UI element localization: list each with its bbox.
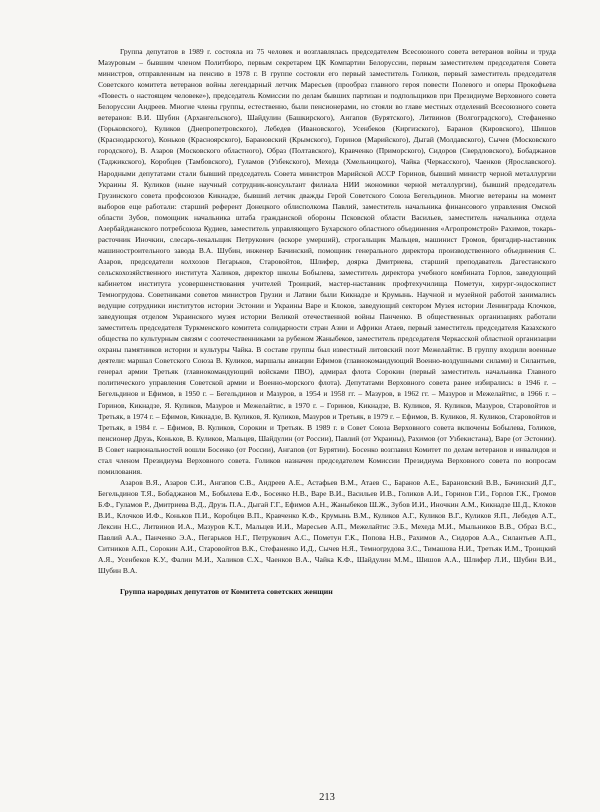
- paragraph-member-list: Азаров В.Я., Азаров С.И., Ангапов С.В., Андреев А.Е., Астафьев В.М., Атаев С., Баранов А.Е., Барановский В.В., Бачинский Д.Г., Бегельдинов Т.Я., Бобаджанов М., Бобылева Е.Ф., Босенко Н.В., Варе В.И., Васильев И.В., Голиков А.И., Горинов Г.И., Горлов Г.К., Громов Б.Ф., Гуламов Р., Дмитриева В.Д., Друзь П.А., Дыгай Г.Г., Ефимов А.Н., Жаныбеков Ш.Ж., Зубов И.И., Иночкин А.М., Кикнадзе Ш.Д., Клоков В.И., Клочков И.Ф., Коньков П.И., Коробцев В.П., Кравченко К.Ф., Крумынь В.М., Куликов А.Г., Куликов В.Г., Куликов Я.П., Лебедев А.Т., Лексин Н.С., Литвинов И.А., Мазуров К.Т., Мальцев И.И., Маресьев А.П., Межелайтис Э.Б., Мехеда М.И., Мыльников В.В., Образ В.С., Павлий А.А., Панченко Э.А., Пегарьков Н.Г., Петрукович А.С., Пометун Г.К., Попова Н.В., Рахимов А., Сидоров А.А., Силантьев А.П., Ситников А.П., Сорокин А.И., Старовойтов В.К., Стефаненко И.Д., Сычев Н.Я., Темногрудова З.С., Тимашова Н.И., Третьяк И.М., Троицкий А.Я., Усенбеков К.У., Фалин М.И., Халиков С.Х., Чаенков В.А., Чайка К.Ф., Шайдулин М.М., Шишов А.А., Шлифер Л.И., Шубин В.И., Шубин В.А.: [98, 477, 556, 576]
- body-text: [98, 46, 556, 597]
- section-heading: Группа народных депутатов от Комитета советских женщин: [120, 587, 333, 597]
- paragraph-veterans-group: Группа депутатов в 1989 г. состояла из 75 человек и возглавлялась председателем Всесоюзного совета ветеранов войны и труда Мазуровым – бывшим членом Политбюро, первым секретарем ЦК Компартии Белоруссии, первым заместителем председателя Совета министров, отправленным на пенсию в 1978 г. В группе состояли его первый заместитель Голиков, первый заместитель председателя Советского комитета ветеранов войны легендарный летчик Маресьев (прообраз главного героя повести Полевого и оперы Прокофьева «Повесть о настоящем человеке»), председатель Комиссии по делам бывших партизан и подпольщиков при Президиуме Верховного совета Белоруссии Андреев. Многие члены группы, естественно, были пенсионерами, но стояли во главе местных отделений Всесоюзного совета ветеранов: В.И. Шубин (Архангельского), Шайдулин (Башкирского), Ангапов (Бурятского), Литвинов (Волгоградского), Стефаненко (Горьковского), Куликов (Днепропетровского), Лебедев (Ивановского), Усенбеков (Киргизского), Баранов (Кировского), Шишов (Краснодарского), Коньков (Красноярского), Барановский (Крымского), Горинов (Марийского), Дыгай (Молдавского), Сычев (Московского городского), В. Азаров (Московского областного), Образ (Полтавского), Кравченко (Приморского), Сидоров (Свердловского), Бобаджанов (Таджикского), Коробцев (Тамбовского), Гуламов (Узбекского), Мехеда (Хмельницкого), Чайка (Черкасского), Чаенков (Ярославского). Народными депутатами стали бывший председатель Совета министров Марийской АССР Горинов, бывший министр черной металлургии Украины Я. Куликов (ныне научный сотрудник-консультант филиала НИИ экономики черной металлургии), бывший председатель Грузинского совета профсоюзов Кикнадзе, бывший летчик дважды Герой Советского Союза Бегельдинов. Многие ветераны на момент выборов еще работали: старший референт Донецкого облисполкома Павлий, заместитель начальника финансового управления Омской области Зубов, помощник начальника штаба гражданской обороны Псковской области Васильев, заместитель начальника отдела Азербайджанского потребсоюза Кудиев, заместитель управляющего Бухарского областного объединения «Агропромстрой» Рахимов, токарь-расточник Иночкин, слесарь-лекальщик Петрукович (вскоре умерший), строгальщик Мальцев, машинист Громов, бригадир-наставник машиностроительного завода В.А. Шубин, инженер Бачинский, помощник генерального директора производственного объединения С. Азаров, председатели колхозов Пегарьков, Старовойтов, Шлифер, доярка Дмитриева, старший преподаватель Дагестанского сельскохозяйственного института Халиков, директор школы Бобылева, заместитель директора учебного комбината Горлов, заведующий кабинетом института усовершенствования учителей Троицкий, мастер-наставник профтехучилища Пометун, хирург-эндоскопист Темногрудова. Советниками советов министров Грузии и Латвии были Кикнадзе и Крумынь. Научной и музейной работой занимались ведущие сотрудники институтов истории Эстонии и Украины Варе и Клоков, заведующий сектором Музея истории Ленинграда Клочков, заведующая отделом Украинского музея истории Великой отечественной войны Панченко. В общественных организациях работали заместитель председателя Туркменского комитета солидарности стран Азии и Африки Атаев, первый заместитель председателя Казахского общества по культурным связям с соотечественниками за рубежом Жаныбеков, заместитель председателя Черкасской областной организации охраны памятников истории и культуры Чайка. В составе группы был известный литовский поэт Межелайтис. В группу входили военные деятели: маршал Советского Союза В. Куликов, маршалы авиации Ефимов (главнокомандующий Военно-воздушными силами) и Силантьев, генерал армии Третьяк (главнокомандующий войсками ПВО), адмирал флота Сорокин (первый заместитель начальника Главного политического управления Советской армии и Военно-морского флота). Депутатами Верховного совета ранее избирались: в 1946 г. – Бегельдинов и Ефимов, в 1950 г. – Бегельдинов и Мазуров, в 1954 и 1958 гг. – Мазуров, в 1962 гг. – Мазуров и Межелайтис, в 1966 г. – Горинов, Кикнадзе, Я. Куликов, Мазуров и Межелайтис, в 1970 г. – Горинов, Кикнадзе, В. Куликов, Я. Куликов, Мазуров, Старовойтов и Третьяк, в 1974 г. – Ефимов, Кикнадзе, В. Куликов, Я. Куликов, Мазуров и Третьяк, в 1979 г. – Ефимов, В. Куликов, Я. Куликов, Старовойтов и Третьяк, в 1984 г. – Ефимов, В. Куликов, Сорокин и Третьяк. В 1989 г. в Совет Союза Верховного совета включены Бобылева, Голиков, пенсионер Друзь, Коньков, В. Куликов, Мальцев, Шайдулин (от России), Павлий (от Украины), Рахимов (от Узбекистана), Варе (от Эстонии). В Совет национальностей вошли Босенко (от России), Ангапов (от Бурятии). Босенко возглавил Комитет по делам ветеранов и инвалидов и стал членом Президиума Верховного совета. Голиков назначен председателем Комиссии Президиума Верховного совета по вопросам помилования.: [98, 47, 556, 476]
- page-number: 213: [319, 792, 335, 803]
